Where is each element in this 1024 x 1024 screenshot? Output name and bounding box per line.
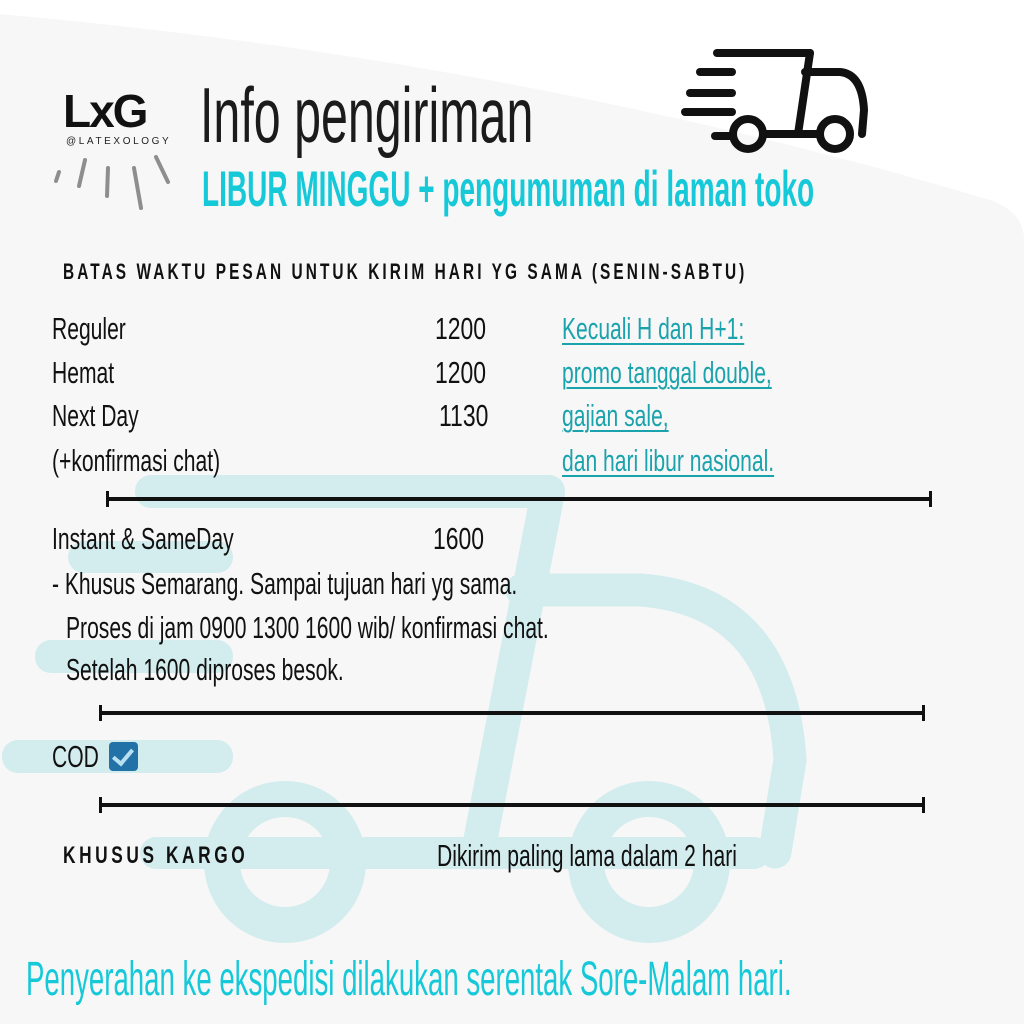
service-time: 1130 [439, 398, 489, 433]
service-note: (+konfirmasi chat) [52, 443, 221, 478]
page-subtitle: LIBUR MINGGU + pengumuman di laman toko [202, 161, 815, 217]
service-time: 1200 [435, 311, 487, 346]
cutoff-heading: BATAS WAKTU PESAN UNTUK KIRIM HARI YG SAMA (SENIN-SABTU) [63, 259, 748, 284]
footer-note: Penyerahan ke ekspedisi dilakukan serentak Sore-Malam hari. [26, 953, 792, 1006]
divider [99, 711, 925, 715]
instant-service-name: Instant & SameDay [52, 521, 234, 556]
instant-service-time: 1600 [433, 521, 485, 556]
instant-note: - Khusus Semarang. Sampai tujuan hari yg sama. [52, 566, 518, 601]
service-name: Hemat [52, 355, 115, 390]
divider [99, 803, 925, 807]
service-name: Next Day [52, 398, 139, 433]
instant-note: Setelah 1600 diproses besok. [66, 652, 344, 687]
instant-note: Proses di jam 0900 1300 1600 wib/ konfirmasi chat. [66, 610, 549, 645]
kargo-text: Dikirim paling lama dalam 2 hari [437, 838, 737, 873]
exception-line[interactable]: dan hari libur nasional. [562, 443, 775, 478]
divider [106, 497, 932, 501]
cod-label: COD [52, 739, 99, 774]
exception-line[interactable]: promo tanggal double, [562, 355, 772, 390]
exception-line[interactable]: gajian sale, [562, 398, 669, 433]
page-title: Info pengiriman [200, 71, 534, 159]
brand-handle: @LATEXOLOGY [66, 136, 172, 147]
exception-line[interactable]: Kecuali H dan H+1: [562, 311, 745, 346]
checkmark-box-icon [109, 742, 138, 771]
service-time: 1200 [435, 355, 487, 390]
kargo-heading: KHUSUS KARGO [63, 842, 249, 869]
cod-checkbox[interactable] [109, 742, 138, 771]
brand-logo: LxG [63, 85, 147, 137]
service-name: Reguler [52, 311, 126, 346]
